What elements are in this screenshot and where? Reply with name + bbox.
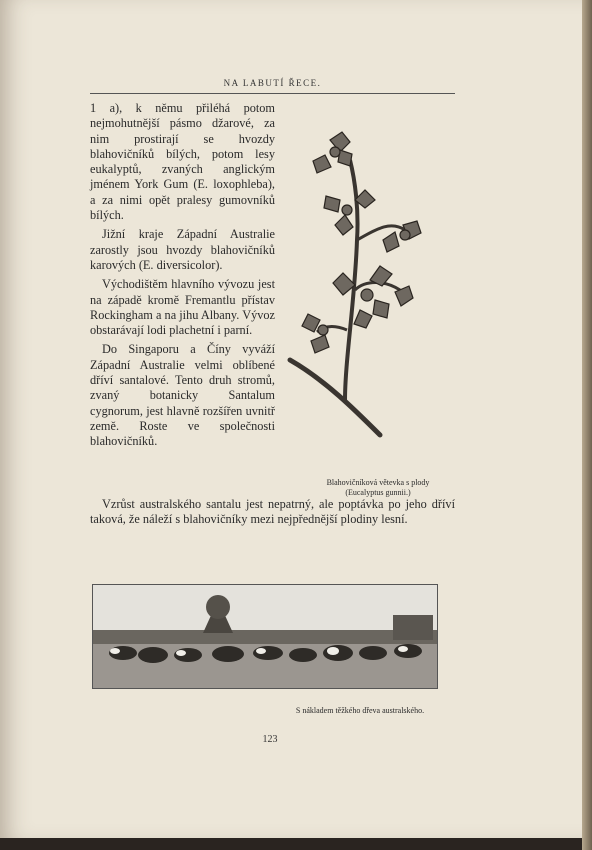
running-header: NA LABUTÍ ŘECE.	[223, 78, 322, 88]
plant-caption-line-1: Blahovičníková větevka s plody	[326, 478, 430, 487]
full-width-text	[90, 497, 455, 528]
paragraph-5: Vzrůst australského santalu jest nepatrný, ale poptávka po jeho dříví taková, že náleží s blahovičníky mezi nejpřednější plodiny lesní.	[90, 497, 455, 527]
plant-caption-line-2: (Eucalyptus gunnii.)	[345, 488, 411, 497]
cattle-photo-image	[93, 585, 437, 688]
photo-caption: S nákladem těžkého dřeva australského.	[295, 706, 425, 715]
header-rule	[90, 93, 455, 94]
eucalyptus-branch-illustration	[285, 120, 455, 470]
page-edge	[582, 0, 592, 850]
page-number: 123	[262, 734, 278, 745]
cattle-photo	[92, 584, 438, 689]
paragraph-4: Do Singaporu a Číny vyváží Západní Australie velmi oblíbené dříví santalové. Tento druh stromů, zvaný botanicky Santalum cygnorum, jest hlavně rozšířen uvnitř země. Roste ve společnosti blahovičníků.	[90, 342, 275, 449]
text-column	[90, 101, 275, 454]
paragraph-3: Východištěm hlavního vývozu jest na západě kromě Fremantlu přístav Rockingham a na jihu Albany. Vývoz obstarávají lodi plachetní i parní.	[90, 277, 275, 338]
paragraph-1: 1 a), k němu přiléhá potom nejmohutnější pásmo džarové, za nim prostirají se hvozdy blahovičníků bílých, potom lesy eukalyptů, zvaných anglickým jménem York Gum (E. loxophleba), a za nimi opět pralesy gumovníků bílých.	[90, 101, 275, 223]
paragraph-2: Jižní kraje Západní Australie zarostly jsou hvozdy blahovičníků karových (E. diversicolor).	[90, 227, 275, 272]
plant-caption	[293, 478, 463, 498]
